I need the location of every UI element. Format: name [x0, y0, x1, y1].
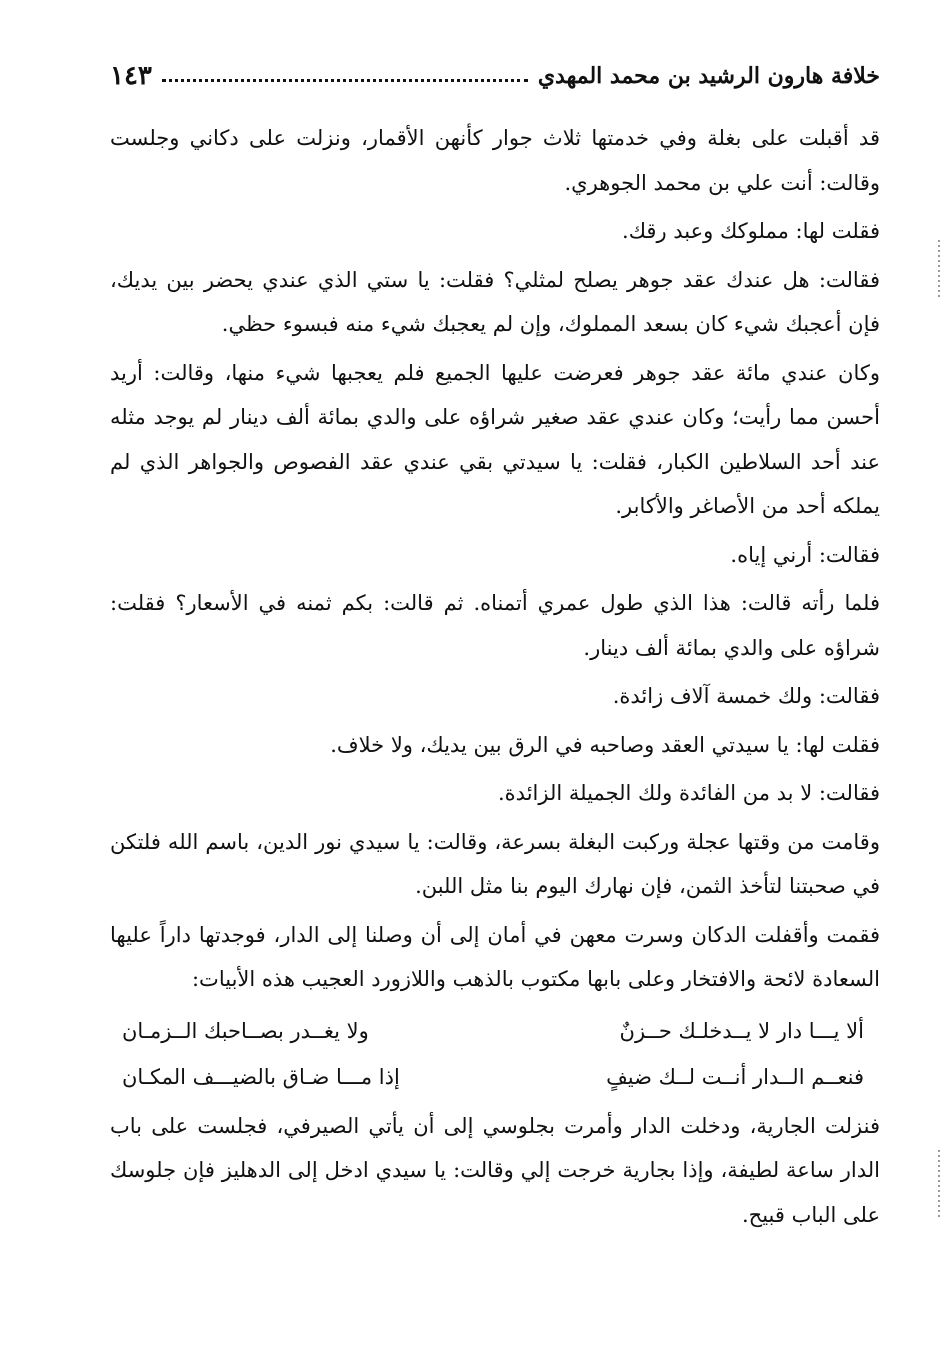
paragraph: فقالت: هل عندك عقد جوهر يصلح لمثلي؟ فقلت: يا ستي الذي عندي يحضر بين يديك، فإن أعجبك شيء كان بسعد المملوك، وإن لم يعجبك شيء منه فبسوء حظي. — [110, 267, 880, 336]
poem-verse — [110, 1054, 880, 1100]
paragraph: وقامت من وقتها عجلة وركبت البغلة بسرعة، وقالت: يا سيدي نور الدين، باسم الله فلتكن في صحبتنا لتأخذ الثمن، فإن نهارك اليوم بنا مثل اللبن. — [110, 829, 880, 898]
leader-dots — [162, 79, 528, 82]
page-number: ١٤٣ — [110, 61, 152, 91]
paragraph: فقلت لها: مملوكك وعبد رقك. — [622, 219, 880, 243]
poem — [110, 1008, 880, 1100]
paragraph: فقلت لها: يا سيدتي العقد وصاحبه في الرق بين يديك، ولا خلاف. — [330, 732, 880, 757]
verse-second-hemistich: إذا مـــا ضـاق بالضيـــف المكـان — [122, 1064, 400, 1089]
paragraph: فقمت وأقفلت الدكان وسرت معهن في أمان إلى أن وصلنا إلى الدار، فوجدتها داراً عليها السعادة لائحة والافتخار وعلى بابها مكتوب بالذهب واللازورد العجيب هذه الأبيات: — [110, 922, 880, 991]
paragraph: وكان عندي مائة عقد جوهر فعرضت عليها الجميع فلم يعجبها شيء منها، وقالت: أريد أحسن مما رأيت؛ وكان عندي عقد صغير شراؤه على والدي بمائة ألف دينار لم يوجد مثله عند أحد السلاطين الكبار، فقلت: يا سيدتي بقي عندي عقد الفصوص والجواهر الذي لم يملكه أحد من الأصاغر والأكابر. — [110, 360, 880, 518]
page-body — [110, 116, 880, 1241]
paragraph: فنزلت الجارية، ودخلت الدار وأمرت بجلوسي إلى أن يأتي الصيرفي، فجلست على باب الدار ساعة لطيفة، وإذا بجارية خرجت إلي وقالت: يا سيدي ادخل إلى الدهليز فإن جلوسك على الباب قبيح. — [110, 1113, 880, 1227]
running-title: خلافة هارون الرشيد بن محمد المهدي — [537, 63, 880, 89]
scan-margin-mark — [938, 240, 940, 300]
paragraph: فقالت: لا بد من الفائدة ولك الجميلة الزائدة. — [498, 781, 880, 805]
poem-verse — [110, 1008, 880, 1054]
paragraph: فقالت: أرني إياه. — [730, 542, 880, 567]
running-header — [110, 58, 880, 94]
verse-second-hemistich: ولا يغــدر بصــاحبك الــزمـان — [122, 1018, 369, 1043]
scan-margin-mark — [938, 1150, 940, 1220]
verse-first-hemistich: ألا يـــا دار لا يــدخلـك حــزنٌ — [619, 1018, 864, 1043]
verse-first-hemistich: فنعــم الــدار أنــت لــك ضيفٍ — [606, 1064, 864, 1089]
paragraph: فلما رأته قالت: هذا الذي طول عمري أتمناه. ثم قالت: بكم ثمنه في الأسعار؟ فقلت: شراؤه على والدي بمائة ألف دينار. — [110, 591, 880, 660]
paragraph: فقالت: ولك خمسة آلاف زائدة. — [612, 684, 880, 708]
paragraph: قد أقبلت على بغلة وفي خدمتها ثلاث جوار كأنهن الأقمار، ونزلت على دكاني وجلست وقالت: أنت علي بن محمد الجوهري. — [110, 126, 880, 195]
